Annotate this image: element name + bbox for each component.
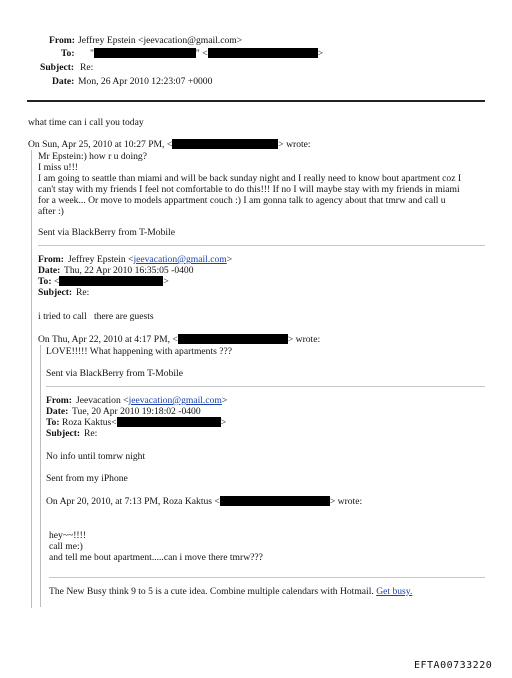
document-id-stamp: EFTA00733220 (414, 660, 493, 671)
msg2-from-value (68, 254, 232, 265)
thread1-signature: Sent via BlackBerry from T-Mobile (38, 227, 175, 238)
message-separator (38, 245, 485, 246)
msg3-quoted-line: call me:) (49, 541, 83, 552)
redaction-bar (208, 48, 318, 58)
msg3-intro-post: > wrote: (329, 496, 363, 507)
msg3-date-value: Tue, 20 Apr 2010 19:18:02 -0400 (72, 406, 201, 417)
header-date-label: Date: (52, 76, 75, 87)
msg3-from-label: From: (46, 395, 72, 406)
msg3-from-pre: Jeevacation < (76, 395, 129, 406)
msg2-signature: Sent via BlackBerry from T-Mobile (46, 368, 183, 379)
header-date-value: Mon, 26 Apr 2010 12:23:07 +0000 (78, 76, 213, 87)
msg3-intro-pre: On Apr 20, 2010, at 7:13 PM, Roza Kaktus < (46, 496, 220, 507)
thread1-intro-post: > wrote: (278, 139, 311, 150)
msg3-to-pre: Roza Kaktus< (62, 417, 117, 428)
msg3-from-post: > (221, 395, 228, 406)
header-to-close: > (317, 48, 324, 59)
msg2-from-label: From: (38, 254, 64, 265)
msg3-email-link[interactable]: jeevacation@gmail.com (128, 395, 222, 406)
msg2-subject-label: Subject: (38, 287, 73, 298)
msg2-subject-value: Re: (76, 287, 90, 298)
redaction-bar (220, 496, 330, 506)
thread1-line: can't stay with my friends I feel not comfortable to do this!!! If no I will maybe stay with my friends in miami (38, 184, 460, 195)
msg3-footer-text: The New Busy think 9 to 5 is a cute idea. Combine multiple calendars with Hotmail. (49, 586, 377, 597)
header-from-label: From: (49, 35, 75, 46)
header-subject-value: Re: (80, 62, 94, 73)
msg2-to-close: > (163, 276, 169, 287)
quote-bar (40, 510, 41, 607)
header-from-value: Jeffrey Epstein <jeevacation@gmail.com> (78, 35, 243, 46)
msg3-subject-label: Subject: (46, 428, 81, 439)
header-to-mid: " < (195, 48, 208, 59)
header-subject-label: Subject: (40, 62, 75, 73)
msg3-body: No info until tomrw night (46, 451, 146, 462)
message-separator (46, 386, 485, 387)
msg2-date-label: Date: (38, 265, 61, 276)
msg2-to-value (54, 276, 169, 287)
msg2-intro (38, 334, 320, 345)
header-divider (27, 100, 485, 102)
redaction-bar (172, 139, 278, 149)
redaction-bar (178, 334, 288, 344)
msg3-to-label: To: (46, 417, 60, 428)
msg3-intro (46, 496, 362, 507)
msg2-from-post: > (226, 254, 233, 265)
thread1-line: Mr Epstein:) how r u doing? (38, 151, 147, 162)
reply-body: what time can i call you today (28, 117, 144, 128)
msg2-from-pre: Jeffrey Epstein < (68, 254, 134, 265)
msg3-subject-value: Re: (84, 428, 98, 439)
quote-bar (31, 150, 32, 608)
thread1-line: I am going to seattle than miami and will be back sunday night and I really need to know bout apartment coz I (38, 173, 462, 184)
message-separator (49, 577, 485, 578)
msg3-quoted-line: and tell me bout apartment.....can i move there tmrw??? (49, 552, 263, 563)
msg2-to-open: < (54, 276, 60, 287)
msg3-quoted-line: hey~~!!!! (49, 530, 87, 541)
msg3-date-label: Date: (46, 406, 69, 417)
header-to-label: To: (61, 48, 75, 59)
redaction-bar (117, 417, 221, 427)
redaction-bar (94, 48, 196, 58)
thread1-intro (28, 139, 311, 150)
thread1-line: after :) (38, 206, 64, 217)
msg2-intro-post: > wrote: (287, 334, 321, 345)
msg2-quoted: LOVE!!!!! What happening with apartments ??? (46, 346, 233, 357)
msg3-to-close: > (220, 417, 227, 428)
msg2-to-label: To: (38, 276, 52, 287)
msg2-email-link[interactable]: jeevacation@gmail.com (133, 254, 227, 265)
thread1-line: for a week... Or move to models appartment couch :) I am gonna talk to agency about that tmrw and call u (38, 195, 446, 206)
get-busy-link[interactable]: Get busy. (376, 586, 413, 597)
header-to-value (90, 48, 323, 59)
msg2-body: i tried to call there are guests (38, 311, 154, 322)
msg3-signature: Sent from my iPhone (46, 473, 128, 484)
header-to-open: " (90, 48, 94, 59)
msg2-intro-pre: On Thu, Apr 22, 2010 at 4:17 PM, < (38, 334, 178, 345)
msg3-footer (49, 586, 412, 597)
thread1-line: I miss u!!! (38, 162, 78, 173)
thread1-intro-pre: On Sun, Apr 25, 2010 at 10:27 PM, < (28, 139, 173, 150)
msg2-date-value: Thu, 22 Apr 2010 16:35:05 -0400 (64, 265, 194, 276)
msg3-to-value (62, 417, 226, 428)
redaction-bar (59, 276, 163, 286)
msg3-from-value (76, 395, 227, 406)
